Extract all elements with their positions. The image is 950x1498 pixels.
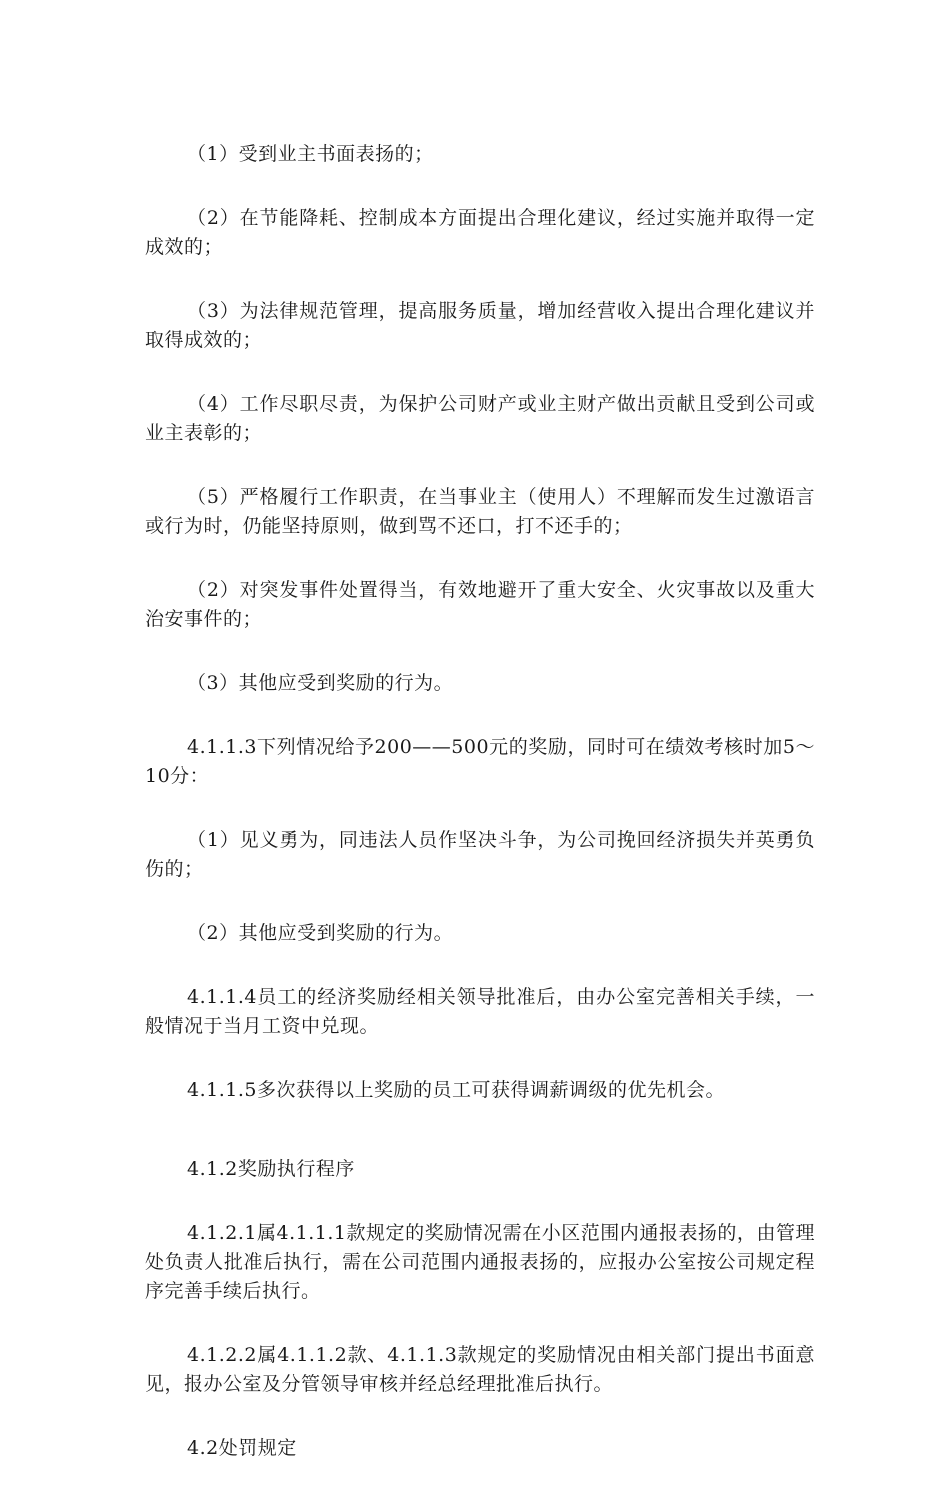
paragraph-clause-4-1-1-4: 4.1.1.4员工的经济奖励经相关领导批准后，由办公室完善相关手续，一般情况于当月工资中兑现。 [145, 986, 815, 1037]
paragraph-item-1: （1）受到业主书面表扬的； [187, 143, 434, 165]
section-heading-4-2: 4.2处罚规定 [187, 1437, 297, 1459]
document-body [145, 140, 815, 1498]
paragraph-clause-4-1-2-1: 4.1.2.1属4.1.1.1款规定的奖励情况需在小区范围内通报表扬的，由管理处负责人批准后执行，需在公司范围内通报表扬的，应报办公室按公司规定程序完善手续后执行。 [145, 1222, 815, 1302]
paragraph-item-3: （3）为法律规范管理，提高服务质量，增加经营收入提出合理化建议并取得成效的； [145, 300, 815, 351]
paragraph-item-6: （2）对突发事件处置得当，有效地避开了重大安全、火灾事故以及重大治安事件的； [145, 579, 815, 630]
paragraph-clause-4-1-1-5: 4.1.1.5多次获得以上奖励的员工可获得调薪调级的优先机会。 [187, 1079, 725, 1101]
paragraph-item-4: （4）工作尽职尽责，为保护公司财产或业主财产做出贡献且受到公司或业主表彰的； [145, 393, 815, 444]
paragraph-item-9: （2）其他应受到奖励的行为。 [187, 922, 454, 944]
paragraph-clause-4-1-2-2: 4.1.2.2属4.1.1.2款、4.1.1.3款规定的奖励情况由相关部门提出书面意见，报办公室及分管领导审核并经总经理批准后执行。 [145, 1344, 815, 1395]
paragraph-item-8: （1）见义勇为，同违法人员作坚决斗争，为公司挽回经济损失并英勇负伤的； [145, 829, 815, 880]
paragraph-item-5: （5）严格履行工作职责，在当事业主（使用人）不理解而发生过激语言或行为时，仍能坚持原则，做到骂不还口，打不还手的； [145, 486, 815, 537]
section-heading-4-1-2: 4.1.2奖励执行程序 [187, 1158, 355, 1180]
paragraph-clause-4-1-1-3: 4.1.1.3下列情况给予200——500元的奖励，同时可在绩效考核时加5～10分： [145, 736, 815, 787]
paragraph-item-2: （2）在节能降耗、控制成本方面提出合理化建议，经过实施并取得一定成效的； [145, 207, 815, 258]
paragraph-item-7: （3）其他应受到奖励的行为。 [187, 672, 454, 694]
